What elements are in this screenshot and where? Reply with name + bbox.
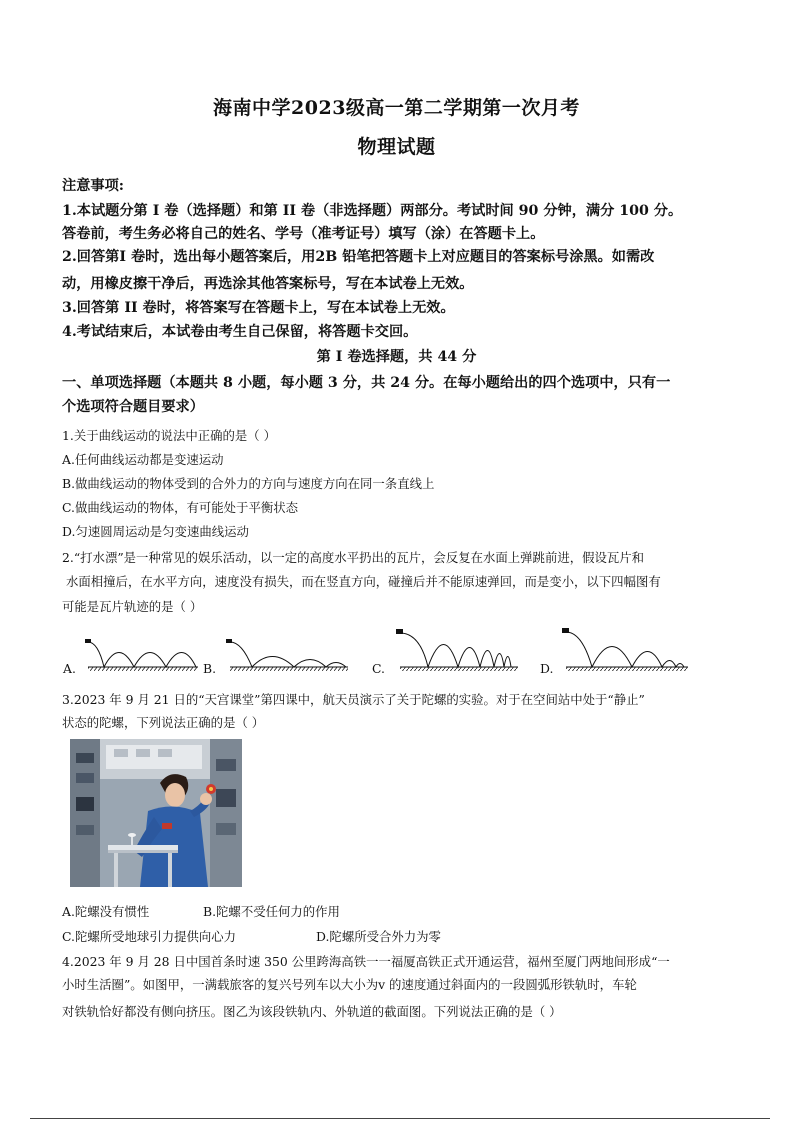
- q3-stem-line: 状态的陀螺，下列说法正确的是（ ）: [62, 715, 265, 730]
- q4-stem-line: 小时生活圈”。如图甲，一满载旅客的复兴号列车以大小为v 的速度通过斜面内的一段圆弧形铁轨时，车轮: [62, 977, 637, 992]
- subject-title: 物理试题: [357, 136, 436, 158]
- q2-trajectory-d: [558, 624, 692, 672]
- q2-stem-line: 水面相撞后，在水平方向，速度没有损失，而在竖直方向，碰撞后并不能原速弹回，而是变小，以下四幅图有: [66, 574, 661, 589]
- note-line: 动，用橡皮擦干净后，再选涂其他答案标号，写在本试卷上无效。: [62, 276, 474, 292]
- note-line: 3.回答第 II 卷时，将答案写在答题卡上，写在本试卷上无效。: [62, 300, 455, 316]
- exam-title: 海南中学2023级高一第二学期第一次月考: [213, 97, 580, 119]
- q4-stem-line: 对铁轨恰好都没有侧向挤压。图乙为该段铁轨内、外轨道的截面图。下列说法正确的是（ ）: [62, 1004, 562, 1019]
- note-line: 答卷前，考生务必将自己的姓名、学号（准考证号）填写（涂）在答题卡上。: [62, 226, 545, 242]
- q1-option-d: D.匀速圆周运动是匀变速曲线运动: [62, 524, 249, 539]
- q2-trajectory-b: [222, 636, 350, 672]
- note-line: 1.本试题分第 I 卷（选择题）和第 II 卷（非选择题）两部分。考试时间 90 分钟，满分 100 分。: [62, 203, 683, 219]
- q3-option-c: C.陀螺所受地球引力提供向心力: [62, 929, 237, 944]
- q3-option-a: A.陀螺没有惯性: [62, 904, 150, 919]
- q3-option-b: B.陀螺不受任何力的作用: [203, 904, 340, 919]
- note-line: 4.考试结束后，本试卷由考生自己保留，将答题卡交回。: [62, 324, 418, 340]
- section-heading: 个选项符合题目要求）: [62, 399, 204, 415]
- q2-stem-line: 2.“打水漂”是一种常见的娱乐活动，以一定的高度水平扔出的瓦片，会反复在水面上弹跳前进，假设瓦片和: [62, 550, 645, 565]
- notes-heading: 注意事项:: [62, 178, 124, 194]
- q1-stem: 1.关于曲线运动的说法中正确的是（ ）: [62, 428, 277, 443]
- astronaut-photo: [70, 739, 242, 887]
- q2-option-c-label: C.: [372, 661, 385, 676]
- q1-option-b: B.做曲线运动的物体受到的合外力的方向与速度方向在同一条直线上: [62, 476, 435, 491]
- q2-stem-line: 可能是瓦片轨迹的是（ ）: [62, 599, 203, 614]
- page-bottom-rule: [30, 1118, 770, 1119]
- q2-trajectory-c: [392, 624, 522, 672]
- q3-stem-line: 3.2023 年 9 月 21 日的“天宫课堂”第四课中，航天员演示了关于陀螺的实验。对于在空间站中处于“静止”: [62, 692, 645, 707]
- q2-option-a-label: A.: [63, 661, 76, 676]
- q1-option-c: C.做曲线运动的物体，有可能处于平衡状态: [62, 500, 299, 515]
- q4-stem-line: 4.2023 年 9 月 28 日中国首条时速 350 公里跨海高铁一一福厦高铁正式开通运营，福州至厦门两地间形成“一: [62, 954, 670, 969]
- q2-trajectory-a: [78, 636, 200, 672]
- q3-option-d: D.陀螺所受合外力为零: [316, 929, 441, 944]
- q2-option-d-label: D.: [540, 661, 554, 676]
- note-line: 2.回答第I 卷时，选出每小题答案后，用2B 铅笔把答题卡上对应题目的答案标号涂黑。如需改: [62, 249, 655, 265]
- part1-title: 第 I 卷选择题，共 44 分: [316, 349, 477, 365]
- q2-option-b-label: B.: [203, 661, 217, 676]
- section-heading: 一、单项选择题（本题共 8 小题，每小题 3 分，共 24 分。在每小题给出的四个选项中，只有一: [62, 375, 671, 391]
- q1-option-a: A.任何曲线运动都是变速运动: [62, 452, 224, 467]
